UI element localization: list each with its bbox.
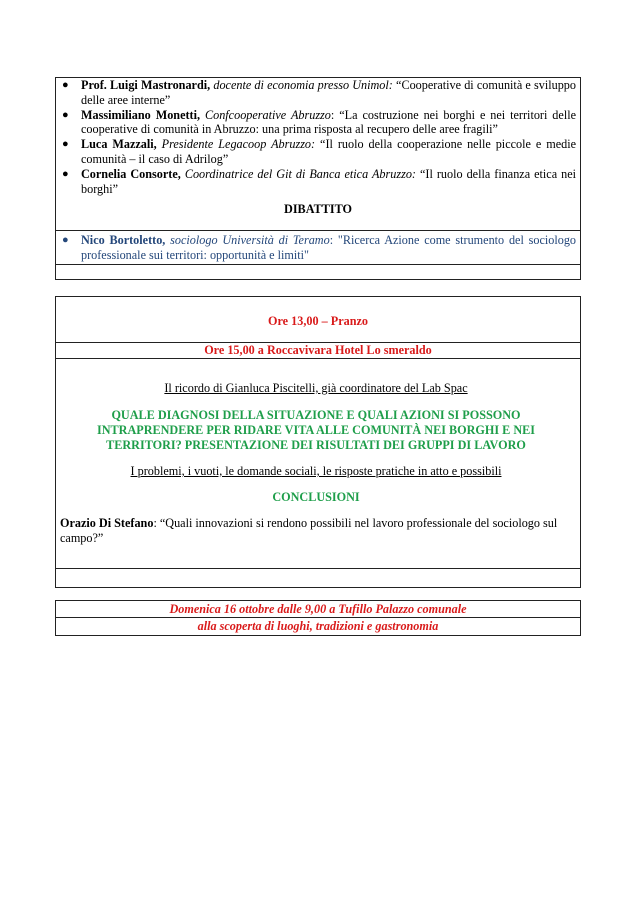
extra-speaker-row xyxy=(56,231,580,265)
bullet-icon: ● xyxy=(62,138,69,151)
conclusioni-heading: CONCLUSIONI xyxy=(272,490,360,504)
bullet-icon: ● xyxy=(62,79,69,91)
lunch-time: Ore 13,00 – Pranzo xyxy=(268,314,368,328)
talk-title: : “La costruzione nei borghi e nei territori delle cooperative di comunità in Abruzzo: una prima risposta al recupero delle aree fragili” xyxy=(81,107,576,137)
problems-line: I problemi, i vuoti, le domande sociali, le risposte pratiche in atto e possibili xyxy=(130,464,502,478)
sunday-line: Domenica 16 ottobre dalle 9,00 a Tufillo Palazzo comunale xyxy=(169,602,467,616)
lunch-row xyxy=(56,297,580,343)
empty-row xyxy=(56,265,580,279)
speaker-role: Coordinatrice del Git di Banca etica Abruzzo: xyxy=(184,166,416,181)
talk-title: “Il ruolo della finanza etica nei borghi” xyxy=(81,166,577,196)
afternoon-location-row xyxy=(56,343,580,359)
speaker-item xyxy=(56,233,576,263)
afternoon-session-row xyxy=(56,359,580,569)
final-talk-title: : “Quali innovazioni si rendono possibili nel lavoro professionale del sociologo sul campo?” xyxy=(60,516,558,545)
final-speaker-name: Orazio Di Stefano xyxy=(60,516,154,530)
bullet-icon: ● xyxy=(62,167,69,180)
speaker-name: Prof. Luigi Mastronardi, xyxy=(81,78,211,92)
speakers-row xyxy=(56,78,580,231)
talk-title: : "Ricerca Azione come strumento del sociologo professionale sui territori: opportunità e limiti" xyxy=(81,233,577,262)
speaker-name: Luca Mazzali, xyxy=(81,137,157,152)
speaker-item xyxy=(56,108,576,138)
sunday-subtitle: alla scoperta di luoghi, tradizioni e gastronomia xyxy=(197,619,439,633)
empty-row xyxy=(56,569,580,587)
workshop-question: QUALE DIAGNOSI DELLA SITUAZIONE E QUALI AZIONI SI POSSONO INTRAPRENDERE PER RIDARE VITA ALLE COMUNITÀ NEI BORGHI E NEI TERRITORI? PRESENTAZIONE DEI RISULTATI DEI GRUPPI DI LAVORO xyxy=(96,408,536,452)
program-box-morning xyxy=(55,77,581,280)
dibattito-heading: DIBATTITO xyxy=(284,202,352,217)
afternoon-location: Ore 15,00 a Roccavivara Hotel Lo smeraldo xyxy=(204,343,432,357)
speaker-item xyxy=(56,137,576,167)
talk-title: “Cooperative di comunità e sviluppo delle aree interne” xyxy=(81,78,576,107)
program-box-sunday xyxy=(55,600,581,636)
memory-line: Il ricordo di Gianluca Piscitelli, già coordinatore del Lab Spac xyxy=(164,381,468,395)
speaker-item xyxy=(56,78,576,108)
talk-title: “Il ruolo della cooperazione nelle piccole e medie comunità – il caso di Adrilog” xyxy=(81,137,576,166)
speaker-item xyxy=(56,167,576,197)
sunday-subtitle-row xyxy=(56,618,580,635)
speaker-name: Cornelia Consorte, xyxy=(81,166,181,181)
speaker-name: Massimiliano Monetti, xyxy=(81,107,201,122)
final-talk xyxy=(60,516,572,546)
speaker-role: Presidente Legacoop Abruzzo: xyxy=(161,137,316,152)
speaker-role: docente di economia presso Unimol: xyxy=(213,78,393,92)
sunday-row xyxy=(56,601,580,618)
program-box-afternoon xyxy=(55,296,581,588)
bullet-icon: ● xyxy=(62,234,69,246)
speaker-role: Confcooperative Abruzzo xyxy=(204,107,331,122)
bullet-icon: ● xyxy=(62,108,69,121)
speaker-name: Nico Bortoletto, xyxy=(81,233,166,247)
extra-speaker-list xyxy=(56,233,580,263)
speaker-role: sociologo Università di Teramo xyxy=(170,233,330,247)
speaker-list xyxy=(56,78,580,196)
